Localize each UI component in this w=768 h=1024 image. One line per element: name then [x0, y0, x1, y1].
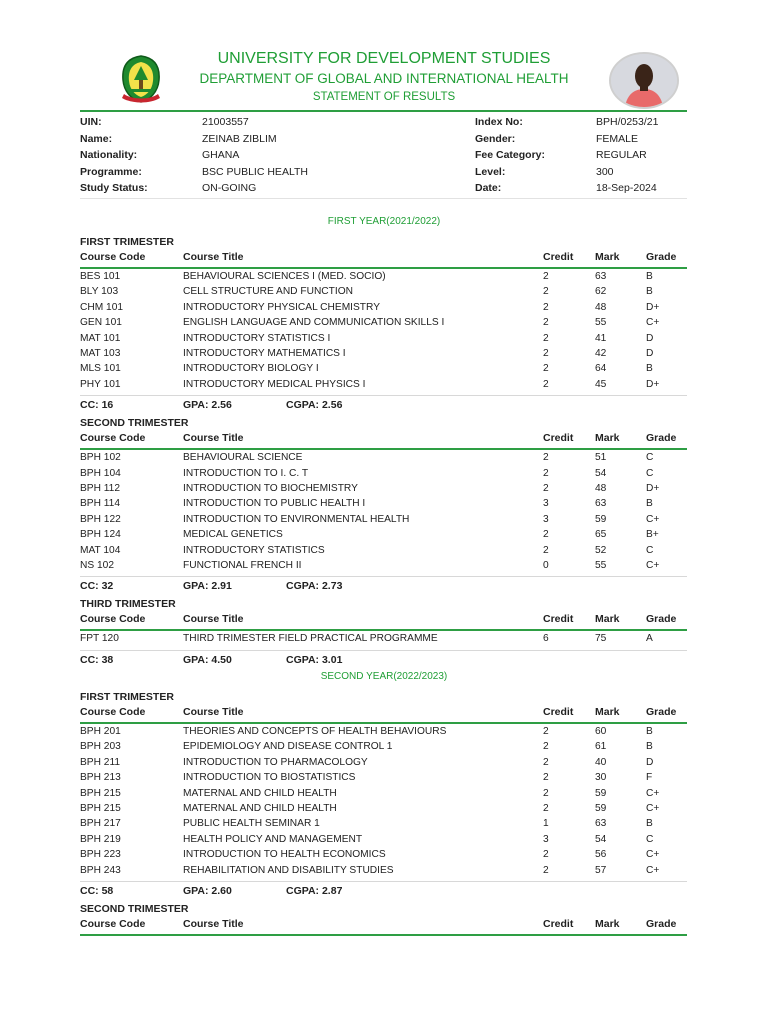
info-row-nationality [80, 149, 687, 165]
course-grade: D+ [646, 378, 660, 390]
table-header [80, 432, 687, 450]
course-code: MAT 101 [80, 332, 121, 344]
course-grade: D+ [646, 301, 660, 313]
university-name: UNIVERSITY FOR DEVELOPMENT STUDIES [217, 50, 551, 67]
course-mark: 52 [595, 544, 607, 556]
date-label: Date: [475, 182, 502, 194]
course-code: BPH 203 [80, 741, 121, 753]
gender-label: Gender: [475, 133, 516, 145]
course-credit: 2 [543, 864, 549, 876]
table-row [80, 452, 687, 467]
header-mark: Mark [595, 706, 620, 718]
header-course-code: Course Code [80, 613, 146, 626]
trimester-summary [80, 650, 687, 669]
table-row [80, 560, 687, 575]
table-row [80, 757, 687, 772]
course-title: ENGLISH LANGUAGE AND COMMUNICATION SKILLS I [183, 317, 445, 329]
course-credit: 2 [543, 726, 549, 737]
header-mark: Mark [595, 251, 620, 263]
course-code: BPH 217 [80, 818, 121, 830]
header-course-title: Course Title [183, 613, 244, 626]
course-credit: 2 [543, 544, 549, 556]
date-value: 18-Sep-2024 [596, 182, 657, 194]
course-mark: 51 [595, 452, 607, 464]
course-title: INTRODUCTION TO BIOCHEMISTRY [183, 483, 358, 494]
header-grade: Grade [646, 432, 677, 445]
nationality-value: GHANA [202, 149, 240, 161]
course-grade: B [646, 498, 653, 510]
course-title: INTRODUCTION TO HEALTH ECONOMICS [183, 849, 386, 861]
header-mark: Mark [595, 432, 620, 445]
course-code: BLY 103 [80, 286, 119, 298]
course-credit: 2 [543, 483, 549, 494]
course-title: CELL STRUCTURE AND FUNCTION [183, 286, 353, 298]
cgpa-value: CGPA: 2.73 [286, 580, 343, 593]
course-code: CHM 101 [80, 301, 124, 313]
header-grade: Grade [646, 251, 677, 263]
course-grade: C+ [646, 849, 660, 861]
info-row-programme [80, 166, 687, 182]
programme-label: Programme: [80, 166, 142, 178]
table-row [80, 741, 687, 756]
department-name: DEPARTMENT OF GLOBAL AND INTERNATIONAL HEALTH [199, 71, 569, 86]
course-title: THIRD TRIMESTER FIELD PRACTICAL PROGRAMME [183, 633, 438, 645]
header-course-title: Course Title [183, 432, 244, 445]
status-value: ON-GOING [202, 182, 257, 194]
info-divider [80, 198, 687, 199]
table-row [80, 333, 687, 348]
course-code: BPH 243 [80, 864, 121, 876]
course-grade: D [646, 332, 654, 344]
course-mark: 48 [595, 301, 607, 313]
course-code: BPH 104 [80, 467, 121, 479]
table-header [80, 706, 687, 724]
course-grade: C+ [646, 787, 660, 799]
nationality-label: Nationality: [80, 149, 138, 161]
trimester-summary [80, 395, 687, 414]
trimester-summary [80, 881, 687, 900]
course-title: INTRODUCTION TO PHARMACOLOGY [183, 756, 368, 768]
course-code: BPH 215 [80, 803, 121, 814]
course-credit: 6 [543, 633, 549, 645]
table-header [80, 613, 687, 631]
table-row [80, 803, 687, 818]
course-code: MAT 103 [80, 348, 121, 359]
course-credit: 2 [543, 756, 549, 768]
course-title: MATERNAL AND CHILD HEALTH [183, 787, 337, 799]
course-code: GEN 101 [80, 317, 122, 329]
trimester-heading: SECOND TRIMESTER [80, 903, 189, 915]
course-title: MATERNAL AND CHILD HEALTH [183, 803, 337, 814]
course-mark: 63 [595, 818, 607, 830]
course-title: INTRODUCTION TO BIOSTATISTICS [183, 772, 356, 784]
programme-value: BSC PUBLIC HEALTH [202, 166, 308, 178]
header-course-title: Course Title [183, 706, 244, 718]
table-row [80, 529, 687, 544]
course-title: INTRODUCTORY STATISTICS [183, 544, 325, 556]
table-row [80, 514, 687, 529]
course-grade: C+ [646, 560, 660, 571]
level-label: Level: [475, 166, 506, 178]
course-mark: 45 [595, 378, 607, 390]
course-title: PUBLIC HEALTH SEMINAR 1 [183, 818, 320, 830]
table-header [80, 251, 687, 269]
credits-completed: CC: 16 [80, 399, 114, 412]
header-credit: Credit [543, 918, 574, 930]
course-code: BPH 102 [80, 452, 121, 464]
course-mark: 65 [595, 529, 607, 541]
course-credit: 2 [543, 467, 549, 479]
course-code: BPH 223 [80, 849, 121, 861]
course-title: INTRODUCTORY BIOLOGY I [183, 363, 319, 375]
course-grade: C [646, 544, 654, 556]
header-divider [80, 110, 687, 112]
header-credit: Credit [543, 251, 574, 263]
credits-completed: CC: 32 [80, 580, 114, 593]
index-label: Index No: [475, 116, 523, 128]
course-grade: C+ [646, 803, 660, 814]
table-row [80, 788, 687, 803]
header-course-code: Course Code [80, 251, 146, 263]
gpa-value: GPA: 2.91 [183, 580, 232, 593]
header-credit: Credit [543, 432, 574, 445]
course-code: BPH 215 [80, 787, 121, 799]
course-code: BPH 124 [80, 529, 121, 541]
course-grade: B [646, 726, 653, 737]
gpa-value: GPA: 2.56 [183, 399, 232, 412]
course-grade: B+ [646, 529, 659, 541]
course-code: BPH 114 [80, 498, 121, 510]
table-row [80, 302, 687, 317]
course-credit: 2 [543, 317, 549, 329]
table-row [80, 483, 687, 498]
fee-label: Fee Category: [475, 149, 546, 161]
course-credit: 2 [543, 271, 549, 282]
trimester-heading: FIRST TRIMESTER [80, 691, 174, 703]
student-photo [609, 52, 679, 109]
table-row [80, 865, 687, 880]
course-grade: C+ [646, 513, 660, 525]
table-row [80, 468, 687, 483]
course-credit: 2 [543, 301, 549, 313]
course-title: REHABILITATION AND DISABILITY STUDIES [183, 864, 394, 876]
course-grade: B [646, 818, 653, 830]
course-credit: 3 [543, 498, 549, 510]
course-grade: C [646, 452, 654, 464]
header-grade: Grade [646, 706, 677, 718]
course-title: INTRODUCTORY MATHEMATICS I [183, 348, 346, 359]
gpa-value: GPA: 2.60 [183, 885, 232, 897]
fee-value: REGULAR [596, 149, 647, 161]
course-title: EPIDEMIOLOGY AND DISEASE CONTROL 1 [183, 741, 393, 753]
header-mark: Mark [595, 918, 620, 930]
course-mark: 63 [595, 498, 607, 510]
course-credit: 2 [543, 529, 549, 541]
table-row [80, 271, 687, 286]
course-code: BPH 112 [80, 483, 121, 494]
course-mark: 54 [595, 467, 607, 479]
course-grade: B [646, 286, 653, 298]
statement-title: STATEMENT OF RESULTS [312, 91, 456, 103]
course-title: INTRODUCTORY STATISTICS I [183, 332, 331, 344]
course-grade: D [646, 348, 654, 359]
course-title: THEORIES AND CONCEPTS OF HEALTH BEHAVIOURS [183, 726, 447, 737]
course-title: INTRODUCTORY PHYSICAL CHEMISTRY [183, 301, 380, 313]
table-row [80, 379, 687, 394]
course-grade: C [646, 833, 654, 845]
header-credit: Credit [543, 613, 574, 626]
header-grade: Grade [646, 918, 677, 930]
course-code: NS 102 [80, 560, 114, 571]
course-code: FPT 120 [80, 633, 119, 645]
course-grade: B [646, 363, 653, 375]
trimester-heading: SECOND TRIMESTER [80, 417, 189, 430]
course-grade: F [646, 772, 653, 784]
table-row [80, 348, 687, 363]
header-course-title: Course Title [183, 251, 244, 263]
course-mark: 59 [595, 787, 607, 799]
level-value: 300 [596, 166, 614, 178]
course-title: BEHAVIOURAL SCIENCES I (MED. SOCIO) [183, 271, 386, 282]
uin-label: UIN: [80, 116, 102, 128]
course-credit: 3 [543, 833, 549, 845]
table-row [80, 498, 687, 513]
header-course-code: Course Code [80, 706, 146, 718]
course-code: BPH 219 [80, 833, 121, 845]
course-title: BEHAVIOURAL SCIENCE [183, 452, 303, 464]
info-row-name [80, 133, 687, 149]
status-label: Study Status: [80, 182, 148, 194]
course-credit: 2 [543, 363, 549, 375]
table-row [80, 726, 687, 741]
course-grade: D [646, 756, 654, 768]
course-credit: 2 [543, 378, 549, 390]
course-grade: C+ [646, 317, 660, 329]
course-mark: 48 [595, 483, 607, 494]
course-mark: 59 [595, 513, 607, 525]
header-course-code: Course Code [80, 918, 146, 930]
course-title: INTRODUCTORY MEDICAL PHYSICS I [183, 378, 366, 390]
course-title: INTRODUCTION TO I. C. T [183, 467, 309, 479]
header-course-code: Course Code [80, 432, 146, 445]
course-code: BPH 213 [80, 772, 121, 784]
course-credit: 2 [543, 452, 549, 464]
course-mark: 40 [595, 756, 607, 768]
trimester-heading: FIRST TRIMESTER [80, 236, 174, 248]
trimester-heading: THIRD TRIMESTER [80, 598, 176, 611]
index-value: BPH/0253/21 [596, 116, 659, 128]
course-title: FUNCTIONAL FRENCH II [183, 560, 302, 571]
course-grade: A [646, 633, 653, 645]
course-credit: 2 [543, 772, 549, 784]
info-row-uin [80, 116, 687, 132]
course-mark: 63 [595, 271, 607, 282]
gender-value: FEMALE [596, 133, 639, 145]
trimester-summary [80, 576, 687, 595]
header-grade: Grade [646, 613, 677, 626]
table-row [80, 286, 687, 301]
credits-completed: CC: 38 [80, 653, 114, 666]
table-row [80, 818, 687, 833]
course-mark: 56 [595, 849, 607, 861]
course-title: HEALTH POLICY AND MANAGEMENT [183, 833, 363, 845]
course-grade: D+ [646, 483, 660, 494]
course-mark: 55 [595, 560, 607, 571]
course-mark: 30 [595, 772, 607, 784]
header-credit: Credit [543, 706, 574, 718]
year-heading: FIRST YEAR(2021/2022) [327, 216, 441, 227]
info-row-status [80, 182, 687, 198]
course-code: PHY 101 [80, 378, 121, 390]
header-course-title: Course Title [183, 918, 244, 930]
course-credit: 2 [543, 741, 549, 753]
course-credit: 3 [543, 513, 549, 525]
course-mark: 60 [595, 726, 607, 737]
course-mark: 64 [595, 363, 607, 375]
course-mark: 62 [595, 286, 607, 298]
course-mark: 55 [595, 317, 607, 329]
header-mark: Mark [595, 613, 620, 626]
course-mark: 61 [595, 741, 607, 753]
course-code: BPH 211 [80, 756, 121, 768]
cgpa-value: CGPA: 3.01 [286, 653, 343, 666]
table-row [80, 363, 687, 378]
table-row [80, 317, 687, 332]
gpa-value: GPA: 4.50 [183, 653, 232, 666]
course-code: MAT 104 [80, 544, 121, 556]
table-header [80, 918, 687, 936]
cgpa-value: CGPA: 2.56 [286, 399, 343, 412]
course-mark: 54 [595, 833, 607, 845]
course-credit: 2 [543, 348, 549, 359]
course-code: BPH 201 [80, 726, 121, 737]
course-credit: 2 [543, 787, 549, 799]
year-heading: SECOND YEAR(2022/2023) [320, 671, 448, 682]
course-credit: 2 [543, 849, 549, 861]
table-row [80, 849, 687, 864]
table-row [80, 834, 687, 849]
table-row [80, 545, 687, 560]
table-row [80, 633, 687, 648]
course-credit: 0 [543, 560, 549, 571]
cgpa-value: CGPA: 2.87 [286, 885, 343, 897]
name-label: Name: [80, 133, 113, 145]
course-grade: C+ [646, 864, 660, 876]
course-credit: 1 [543, 818, 549, 830]
course-mark: 57 [595, 864, 607, 876]
course-grade: C [646, 467, 654, 479]
course-grade: B [646, 741, 653, 753]
course-title: MEDICAL GENETICS [183, 529, 283, 541]
credits-completed: CC: 58 [80, 885, 114, 897]
course-mark: 41 [595, 332, 607, 344]
course-code: MLS 101 [80, 363, 121, 375]
uin-value: 21003557 [202, 116, 249, 128]
course-credit: 2 [543, 286, 549, 298]
course-code: BES 101 [80, 271, 121, 282]
course-mark: 75 [595, 633, 607, 645]
course-title: INTRODUCTION TO PUBLIC HEALTH I [183, 498, 366, 510]
name-value: ZEINAB ZIBLIM [202, 133, 277, 145]
course-credit: 2 [543, 803, 549, 814]
course-credit: 2 [543, 332, 549, 344]
course-title: INTRODUCTION TO ENVIRONMENTAL HEALTH [183, 513, 410, 525]
course-grade: B [646, 271, 653, 282]
table-row [80, 772, 687, 787]
course-mark: 59 [595, 803, 607, 814]
course-mark: 42 [595, 348, 607, 359]
course-code: BPH 122 [80, 513, 121, 525]
